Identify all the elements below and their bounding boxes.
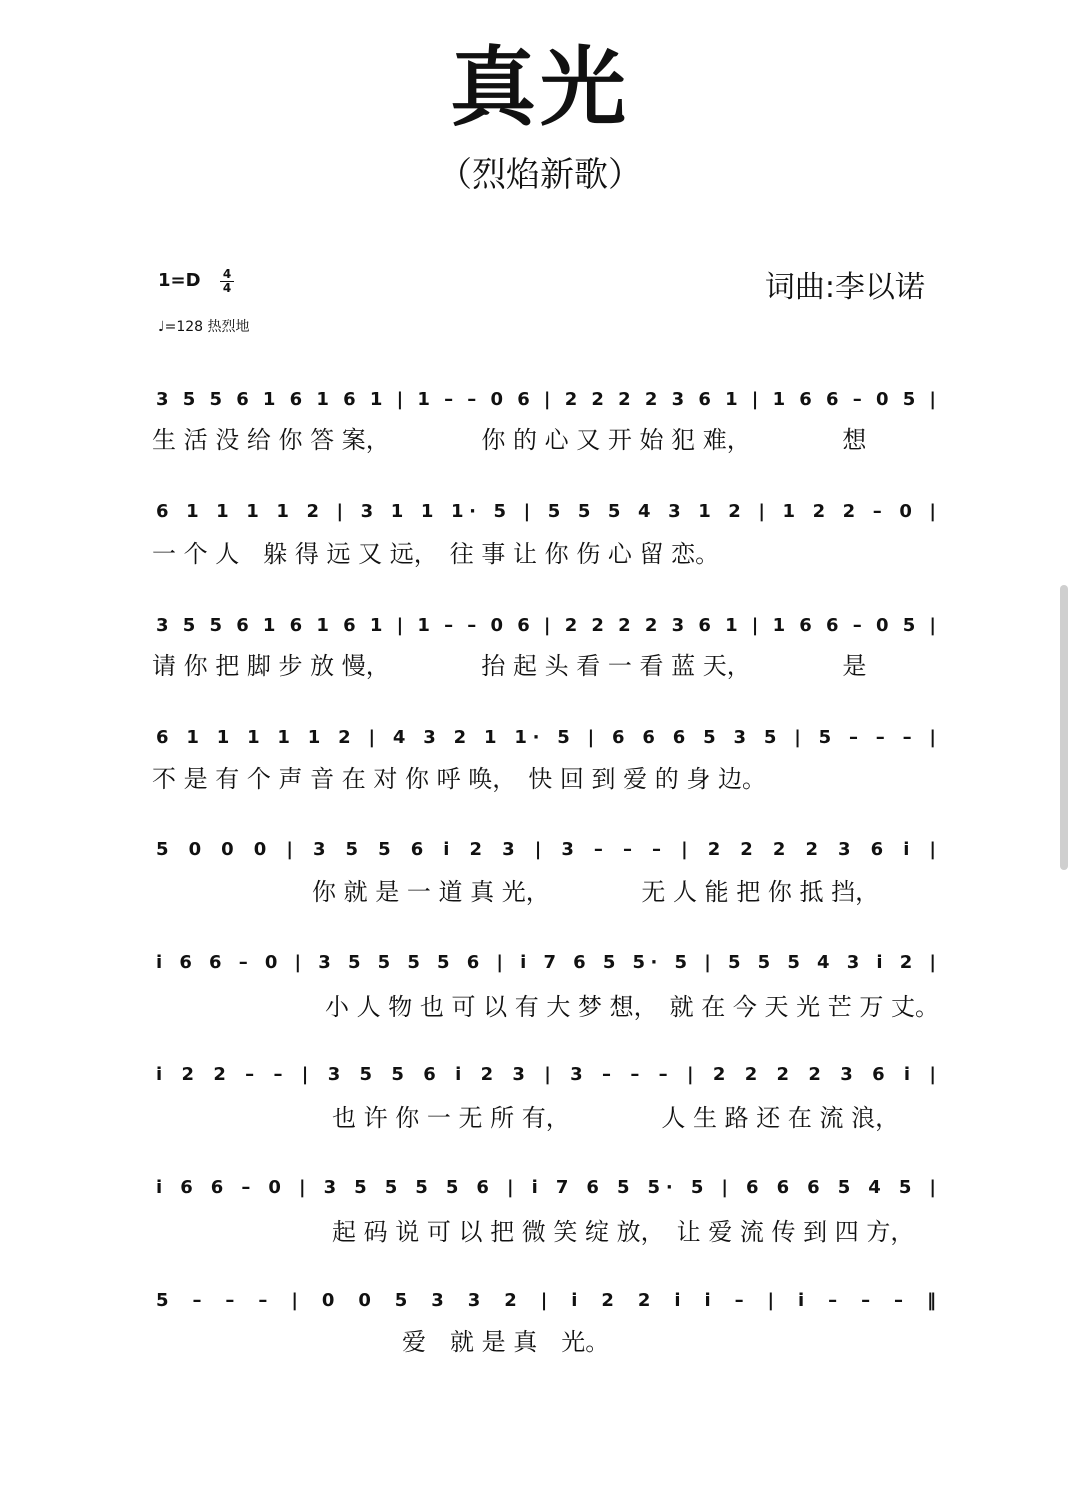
notation-row: 5 – – – | 0 0 5 3 3 2 | i 2 2 i i – | i – – – ‖ xyxy=(156,1290,936,1311)
lyric-row: 一 个 人 躲 得 远 又 远， 往 事 让 你 伤 心 留 恋。 xyxy=(152,540,720,568)
author-credit: 词曲:李以诺 xyxy=(764,270,925,305)
notation-row: 3 5 5 6 1 6 1 6 1 | 1 – – 0 6 | 2 2 2 2 3 6 1 | 1 6 6 – 0 5 | xyxy=(156,389,936,410)
lyric-row: 不 是 有 个 声 音 在 对 你 呼 唤， 快 回 到 爱 的 身 边。 xyxy=(152,765,767,793)
lyric-row: 也 许 你 一 无 所 有， 人 生 路 还 在 流 浪， xyxy=(332,1104,900,1132)
notation-row: i 2 2 – – | 3 5 5 6 i 2 3 | 3 – – – | 2 2 2 2 3 6 i | xyxy=(156,1064,936,1085)
song-title: 真光 xyxy=(450,37,630,138)
notation-row: i 6 6 – 0 | 3 5 5 5 5 6 | i 7 6 5 5· 5 | 5 5 5 4 3 i 2 | xyxy=(156,952,937,973)
lyric-row: 爱 就 是 真 光。 xyxy=(402,1328,610,1356)
notation-row: 6 1 1 1 1 2 | 3 1 1 1· 5 | 5 5 5 4 3 1 2 | 1 2 2 – 0 | xyxy=(156,501,936,522)
notation-row: 6 1 1 1 1 1 2 | 4 3 2 1 1· 5 | 6 6 6 5 3 5 | 5 – – – | xyxy=(156,727,937,748)
lyric-row: 生 活 没 给 你 答 案， 你 的 心 又 开 始 犯 难， 想 xyxy=(152,426,867,454)
notation-row: i 6 6 – 0 | 3 5 5 5 5 6 | i 7 6 5 5· 5 | 6 6 6 5 4 5 | xyxy=(156,1177,937,1198)
vertical-scrollbar[interactable] xyxy=(1060,585,1068,870)
lyric-row: 你 就 是 一 道 真 光， 无 人 能 把 你 抵 挡， xyxy=(312,878,880,906)
time-signature-top: 4 xyxy=(222,267,232,281)
song-subtitle: （烈焰新歌） xyxy=(438,155,642,195)
lyric-row: 请 你 把 脚 步 放 慢， 抬 起 头 看 一 看 蓝 天， 是 xyxy=(152,652,867,680)
notation-row: 5 0 0 0 | 3 5 5 6 i 2 3 | 3 – – – | 2 2 2 2 3 6 i | xyxy=(156,839,936,860)
time-signature-bottom: 4 xyxy=(220,281,234,295)
key-signature: 1=D xyxy=(158,270,201,291)
lyric-row: 起 码 说 可 以 把 微 笑 绽 放， 让 爱 流 传 到 四 方， xyxy=(332,1218,915,1246)
lyric-row: 小 人 物 也 可 以 有 大 梦 想， 就 在 今 天 光 芒 万 丈。 xyxy=(325,993,940,1021)
tempo-marking: ♩=128 热烈地 xyxy=(158,319,250,335)
notation-row: 3 5 5 6 1 6 1 6 1 | 1 – – 0 6 | 2 2 2 2 3 6 1 | 1 6 6 – 0 5 | xyxy=(156,615,936,636)
